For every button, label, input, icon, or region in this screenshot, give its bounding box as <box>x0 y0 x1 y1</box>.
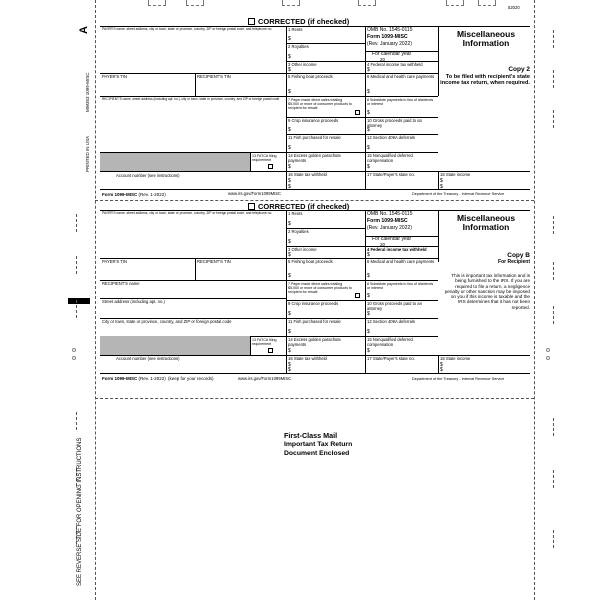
box15-dollar: $ <box>367 348 370 354</box>
copy-subtitle: For Recipient <box>498 259 530 265</box>
box11-dollar: $ <box>288 329 291 335</box>
form-rule <box>286 210 287 373</box>
form-rule <box>250 152 251 171</box>
box18-label: 18 State income <box>440 172 471 177</box>
box2-dollar: $ <box>288 54 291 60</box>
recipient-tin-label: RECIPIENT'S TIN <box>197 259 231 264</box>
box16-label: 16 State tax withheld <box>288 172 327 177</box>
copy-description: This is important tax information and is being furnished to the IRS. If you are required to file a return, a negligence penalty or other sanction may be imposed on you if this income is taxable and the IRS determines that it has not been reported. <box>444 273 530 310</box>
recipient-name-label: RECIPIENT'S name <box>102 281 140 286</box>
form-rule <box>438 210 439 262</box>
calendar-year: 20 <box>380 242 386 247</box>
box14-label: 14 Excess golden parachute payments <box>288 153 341 163</box>
box18-label: 18 State income <box>440 356 471 361</box>
box1-label: 1 Rents <box>288 27 303 32</box>
box10-dollar: $ <box>367 127 370 133</box>
box7-label: 7 Payer made direct sales totaling $5,000 or more of consumer products to recipient for resale <box>288 282 352 295</box>
form-title: Miscellaneous Information <box>456 29 516 49</box>
year-underline <box>378 61 418 62</box>
box14-label: 14 Excess golden parachute payments <box>288 337 341 347</box>
margin-tick <box>553 262 554 280</box>
box3-label: 3 Other income <box>288 62 317 67</box>
form-rule <box>286 96 438 97</box>
box5-dollar: $ <box>288 273 291 279</box>
form-rule <box>438 171 439 189</box>
pin-hole-icon <box>72 348 76 352</box>
box6-dollar: $ <box>367 273 370 279</box>
calendar-year-label: For calendar year <box>372 51 412 57</box>
box16-dollar-2: $ <box>288 367 291 373</box>
fatca-label: 13 FATCA filing requirement <box>252 338 277 347</box>
margin-tick <box>553 530 554 548</box>
form-revision: (Rev. January 2022) <box>367 225 412 231</box>
omb-number: OMB No. 1545-0115 <box>367 211 413 217</box>
form-rule <box>100 258 286 259</box>
omb-number: OMB No. 1545-0115 <box>367 27 413 33</box>
box2-label: 2 Royalties <box>288 44 309 49</box>
payer-tin-label: PAYER'S TIN <box>102 74 127 79</box>
mail-class: First-Class Mail <box>284 431 338 440</box>
box18-dollar: $ <box>440 362 443 368</box>
payer-info-label: PAYER'S name, street address, city or town, state or province, country, ZIP or foreign postal code, and telephone no. <box>102 27 273 31</box>
margin-tick <box>553 70 554 88</box>
box1-dollar: $ <box>288 221 291 227</box>
footer-dept: Department of the Treasury - Internal Revenue Service <box>412 192 505 196</box>
box3-dollar: $ <box>288 67 291 73</box>
box9-label: 9 Crop insurance proceeds <box>288 301 339 306</box>
box1-dollar: $ <box>288 36 291 42</box>
form-rule <box>100 189 530 190</box>
corrected-checkbox[interactable] <box>248 18 255 25</box>
margin-tick <box>553 216 554 234</box>
pin-hole-icon <box>546 356 550 360</box>
box11-label: 11 Fish purchased for resale <box>288 135 341 140</box>
box5-dollar: $ <box>288 89 291 95</box>
box18-dollar-2: $ <box>440 367 443 373</box>
recipient-info-label: RECIPIENT'S name, street address (including apt. no.), city or town, state or province, country, and ZIP or foreign postal code <box>102 97 280 101</box>
payer-tin-label: PAYER'S TIN <box>102 259 127 264</box>
street-address-label: Street address (including apt. no.) <box>102 299 165 304</box>
box5-label: 5 Fishing boat proceeds <box>288 74 333 79</box>
box1-label: 1 Rents <box>288 211 303 216</box>
box4-label: 4 Federal income tax withheld <box>367 247 427 252</box>
box16-dollar: $ <box>288 362 291 368</box>
lower-perforation <box>95 398 534 399</box>
form-revision: (Rev. January 2022) <box>367 41 412 47</box>
box15-label: 15 Nonqualified deferred compensation <box>367 337 413 347</box>
recipient-tin-label: RECIPIENT'S TIN <box>197 74 231 79</box>
margin-tick <box>553 30 554 48</box>
copy-name: Copy 2 <box>508 66 530 73</box>
box12-label: 12 Section 409A deferrals <box>367 135 415 140</box>
fatca-label: 13 FATCA filing requirement <box>252 154 277 163</box>
tear-tab <box>358 0 376 6</box>
right-perforation <box>534 0 535 600</box>
footer-url: www.irs.gov/Form1099MISC <box>238 376 292 381</box>
sidebar-printed: PRINTED IN USA <box>85 135 90 172</box>
box16-label: 16 State tax withheld <box>288 356 327 361</box>
year-underline <box>378 246 418 247</box>
footer-form <box>102 376 166 381</box>
shaded-cell <box>100 336 250 355</box>
form-rule <box>100 152 286 153</box>
middle-perforation <box>95 200 534 201</box>
form-rule <box>100 171 286 172</box>
shaded-cell <box>100 152 250 171</box>
box4-label: 4 Federal income tax withheld <box>367 62 423 67</box>
footer-form-number: Form 1099-MISC <box>102 376 138 381</box>
tear-tab <box>282 0 300 6</box>
corrected-label: CORRECTED (if checked) <box>258 17 350 26</box>
box7-checkbox[interactable] <box>355 110 360 115</box>
city-label: City or town, state or province, country, and ZIP or foreign postal code <box>102 319 232 324</box>
box2-label: 2 Royalties <box>288 229 309 234</box>
box17-label: 17 State/Payer's state no. <box>367 172 415 177</box>
box8-label: 8 Substitute payments in lieu of dividends or interest <box>367 98 434 107</box>
footer-url: www.irs.gov/Form1099MISC <box>228 191 282 196</box>
form-rule <box>286 26 287 189</box>
pin-hole-icon <box>72 356 76 360</box>
calendar-year: 20 <box>380 57 386 62</box>
margin-tick <box>553 306 554 324</box>
footer-revision: (Rev. 1-2022) <box>138 192 166 197</box>
box7-label: 7 Payer made direct sales totaling $5,000 or more of consumer products to recipient for resale <box>288 98 352 111</box>
form-rule <box>438 355 439 373</box>
form-rule <box>100 73 286 74</box>
form-rule <box>250 336 251 355</box>
copy-name: Copy B <box>507 252 530 259</box>
box15-label: 15 Nonqualified deferred compensation <box>367 153 413 163</box>
form-rule <box>100 373 530 374</box>
margin-tick <box>553 470 554 488</box>
box14-dollar: $ <box>288 348 291 354</box>
margin-tick <box>76 300 77 318</box>
footer-form <box>102 192 166 197</box>
box14-dollar: $ <box>288 164 291 170</box>
tear-tab <box>446 0 464 6</box>
box18-dollar-2: $ <box>440 184 443 190</box>
box10-label: 10 Gross proceeds paid to an attorney <box>367 118 422 128</box>
footer-dept: Department of the Treasury - Internal Revenue Service <box>412 377 505 381</box>
payer-info-label: PAYER'S name, street address, city or town, state or province, country, ZIP or foreign postal code, and telephone no. <box>102 211 273 215</box>
box3-label: 3 Other income <box>288 247 317 252</box>
corrected-checkbox[interactable] <box>248 203 255 210</box>
footer-keep: (keep for your records) <box>168 376 214 381</box>
box11-label: 11 Fish purchased for resale <box>288 319 341 324</box>
box8-dollar: $ <box>367 110 370 116</box>
box18-dollar: $ <box>440 178 443 184</box>
box17-label: 17 State/Payer's state no. <box>367 356 415 361</box>
left-perforation <box>95 0 96 600</box>
form-rule <box>365 210 366 373</box>
copy-description: To be filed with recipient's state income tax return, when required. <box>440 74 530 87</box>
box16-dollar-2: $ <box>288 184 291 190</box>
mail-notice-line1: Important Tax Return <box>284 441 353 448</box>
pin-hole-icon <box>546 348 550 352</box>
fatca-checkbox[interactable] <box>268 164 273 169</box>
account-label: Account number (see instructions) <box>116 356 180 361</box>
margin-tick <box>553 110 554 128</box>
box7-checkbox[interactable] <box>355 293 360 298</box>
copy-letter: A <box>77 26 90 34</box>
box12-dollar: $ <box>367 145 370 151</box>
calendar-year-label: For calendar year <box>372 236 412 242</box>
form-rule <box>195 73 196 96</box>
box11-dollar: $ <box>288 145 291 151</box>
form-number: Form 1099-MISC <box>367 218 408 224</box>
box4-dollar: $ <box>367 252 370 258</box>
footer-revision: (Rev. 1-2022) <box>138 376 166 381</box>
box16-dollar: $ <box>288 178 291 184</box>
box10-label: 10 Gross proceeds paid to an attorney <box>367 301 422 311</box>
form-title: Miscellaneous Information <box>456 213 516 233</box>
box3-dollar: $ <box>288 252 291 258</box>
box12-label: 12 Section 409A deferrals <box>367 319 415 324</box>
marker-bar <box>68 298 90 304</box>
box6-dollar: $ <box>367 89 370 95</box>
account-label: Account number (see instructions) <box>116 173 180 178</box>
box6-label: 6 Medical and health care payments <box>367 259 435 264</box>
sidebar-reverse-note: SEE REVERSE SIDE FOR OPENING INSTRUCTIONS <box>77 437 83 586</box>
corrected-label: CORRECTED (if checked) <box>258 202 350 211</box>
box9-dollar: $ <box>288 127 291 133</box>
box4-dollar: $ <box>367 67 370 73</box>
margin-tick <box>76 412 77 430</box>
box9-label: 9 Crop insurance proceeds <box>288 118 339 123</box>
box10-dollar: $ <box>367 311 370 317</box>
margin-tick <box>553 418 554 436</box>
margin-tick <box>76 256 77 274</box>
form-rule <box>286 280 438 281</box>
box12-dollar: $ <box>367 329 370 335</box>
box9-dollar: $ <box>288 311 291 317</box>
form-number: Form 1099-MISC <box>367 34 408 40</box>
fatca-checkbox[interactable] <box>268 348 273 353</box>
box6-label: 6 Medical and health care payments <box>367 74 435 79</box>
box8-label: 8 Substitute payments in lieu of dividends or interest <box>367 282 434 291</box>
stock-code: 52020 <box>508 5 520 10</box>
form-rule <box>195 258 196 280</box>
tear-tab <box>478 0 496 6</box>
margin-tick <box>76 214 77 232</box>
form-rule <box>438 26 439 96</box>
box8-dollar: $ <box>367 293 370 299</box>
tear-tab <box>186 0 204 6</box>
tear-tab <box>148 0 166 6</box>
sidebar-form-id: MW353 1099-MISC <box>85 72 90 112</box>
mail-notice-line2: Document Enclosed <box>284 450 350 457</box>
box2-dollar: $ <box>288 239 291 245</box>
box5-label: 5 Fishing boat proceeds <box>288 259 333 264</box>
box15-dollar: $ <box>367 164 370 170</box>
footer-form-number: Form 1099-MISC <box>102 192 138 197</box>
